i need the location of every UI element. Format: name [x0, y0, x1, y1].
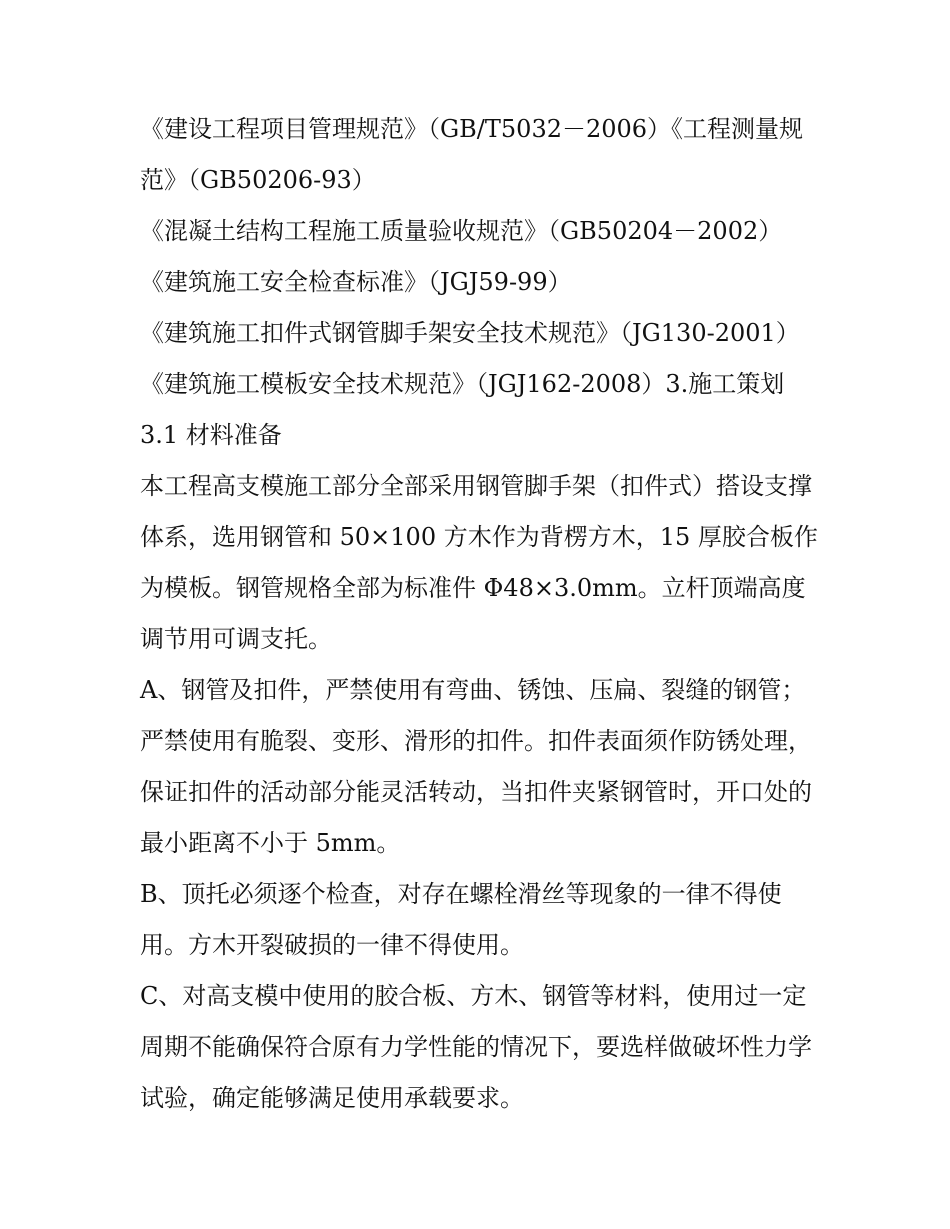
paragraph-material-intro: 本工程高支模施工部分全部采用钢管脚手架（扣件式）搭设支撑体系，选用钢管和 50×100 方木作为背楞方木，15 厚胶合板作为模板。钢管规格全部为标准件 Φ48×3.0mm。立杆顶端高度调节用可调支托。: [140, 472, 818, 653]
document-body: [140, 104, 820, 1124]
paragraph-item-a: A、钢管及扣件，严禁使用有弯曲、锈蚀、压扁、裂缝的钢管；严禁使用有脆裂、变形、滑形的扣件。扣件表面须作防锈处理，保证扣件的活动部分能灵活转动，当扣件夹紧钢管时，开口处的最小距离不小于 5mm。: [140, 676, 812, 857]
paragraph-standards-2: 《混凝土结构工程施工质量验收规范》（GB50204－2002）: [140, 217, 783, 245]
paragraph-standards-5: 《建筑施工模板安全技术规范》（JGJ162-2008）3.施工策划 3.1 材料准备: [140, 370, 785, 449]
paragraph-item-c: C、对高支模中使用的胶合板、方木、钢管等材料，使用过一定周期不能确保符合原有力学性能的情况下，要选样做破坏性力学试验，确定能够满足使用承载要求。: [140, 982, 812, 1112]
paragraph-standards-1: 《建设工程项目管理规范》（GB/T5032－2006）《工程测量规范》（GB50206-93）: [140, 115, 804, 194]
paragraph-standards-4: 《建筑施工扣件式钢管脚手架安全技术规范》（JG130-2001）: [140, 319, 800, 347]
paragraph-standards-3: 《建筑施工安全检查标准》（JGJ59-99）: [140, 268, 572, 296]
paragraph-item-b: B、顶托必须逐个检查，对存在螺栓滑丝等现象的一律不得使用。方木开裂破损的一律不得使用。: [140, 880, 782, 959]
